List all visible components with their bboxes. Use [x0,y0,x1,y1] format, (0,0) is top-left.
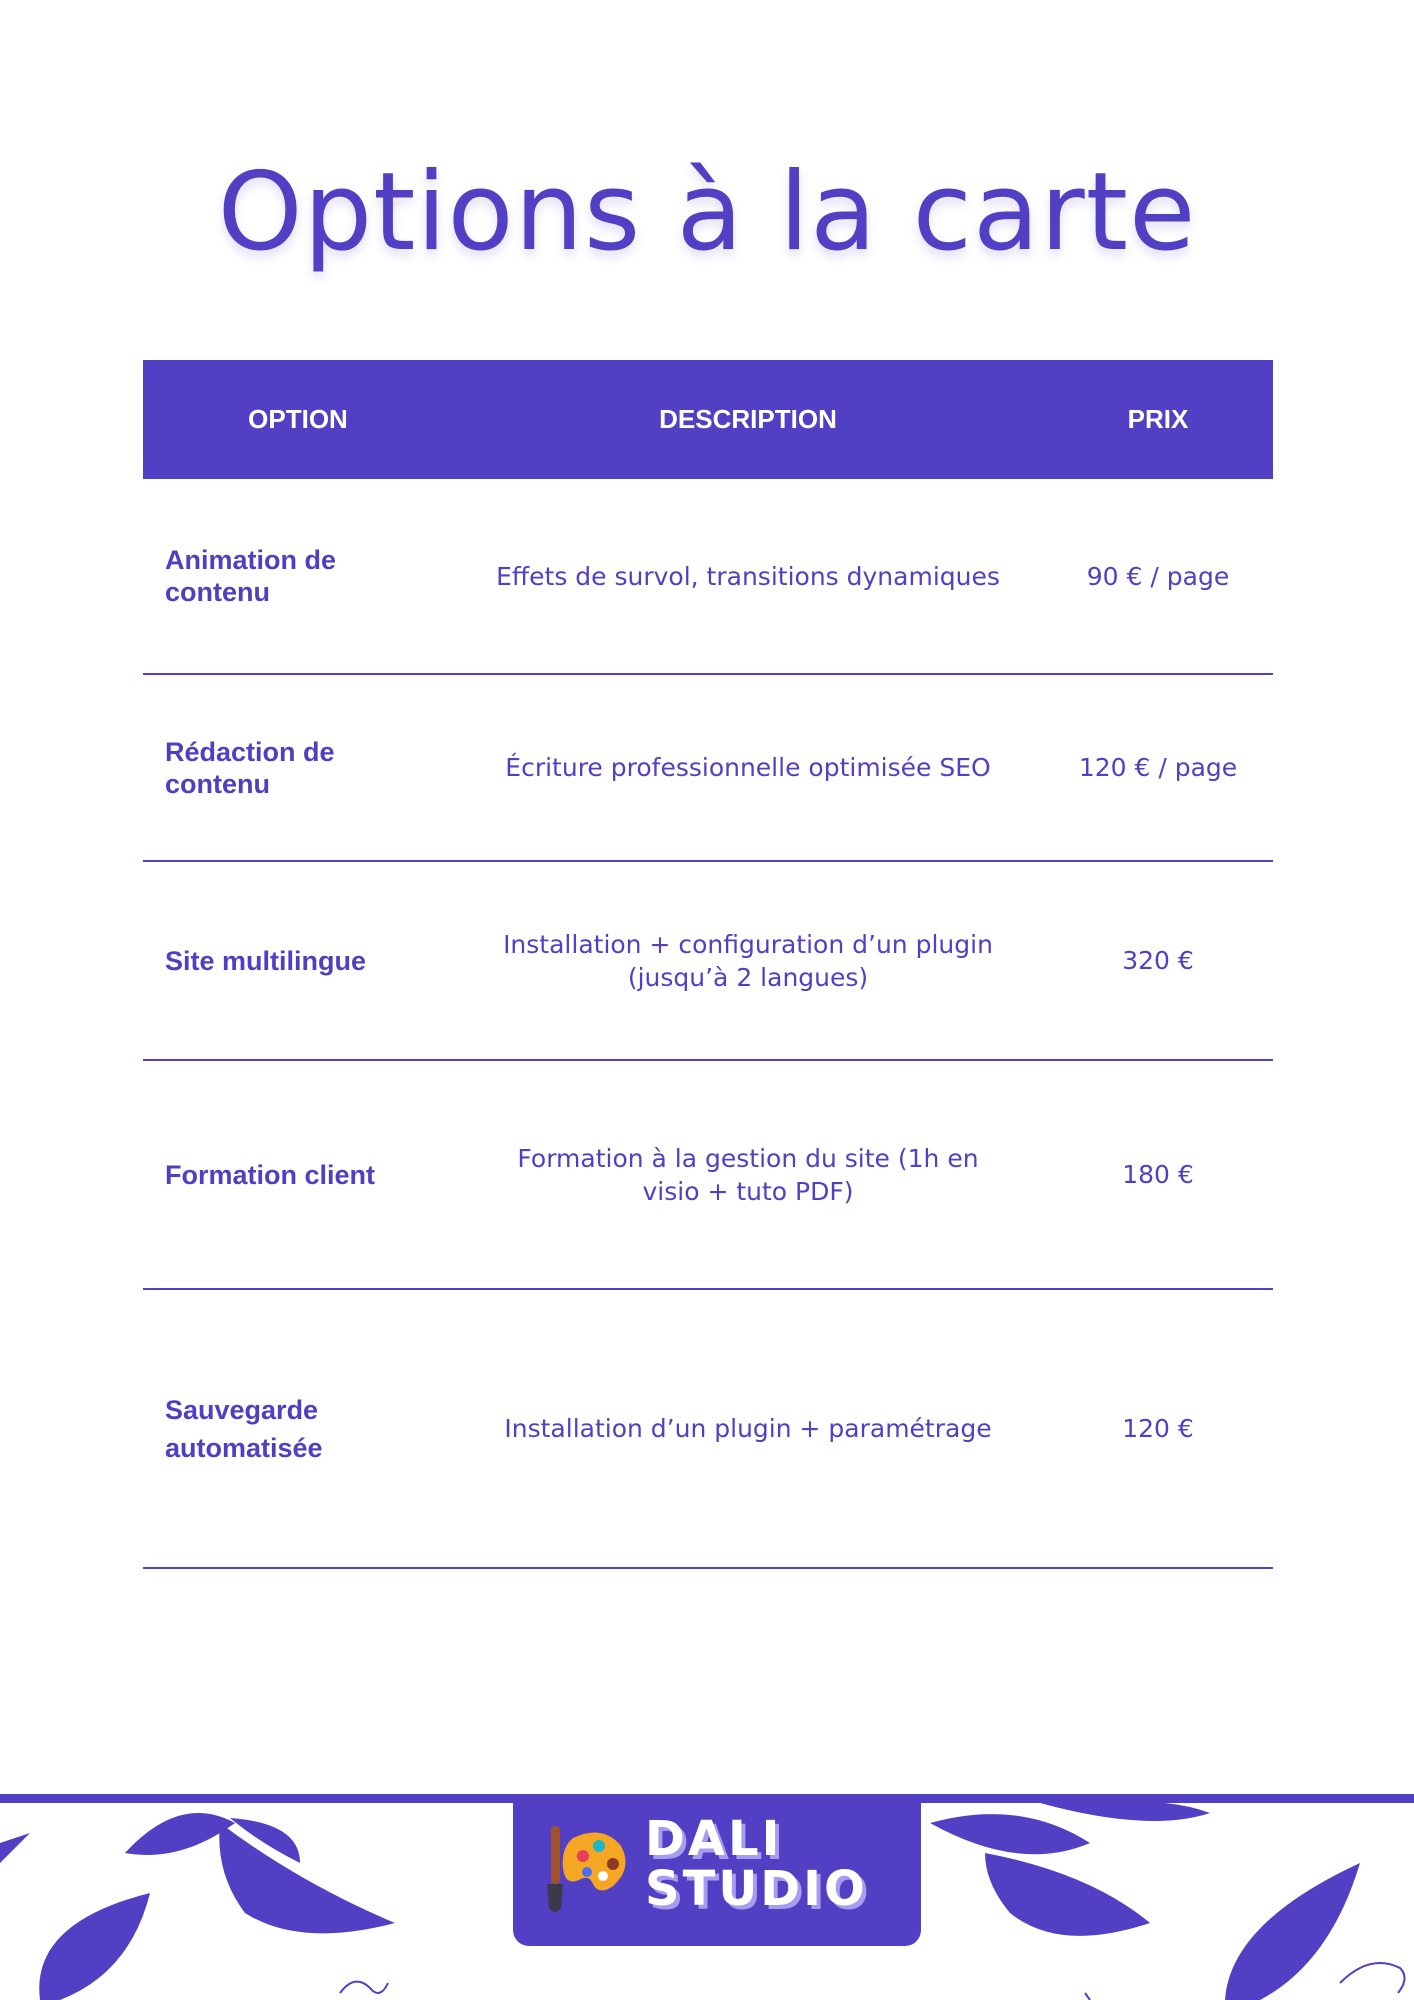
row-description: Installation + configuration d’un plugin (jusqu’à 2 langues) [503,929,993,992]
row-option: Animation de contenu [165,545,337,607]
logo-line-2: STUDIO [645,1861,868,1917]
leaf-icon [1225,1863,1360,2000]
row-price: 90 € / page [1086,561,1230,591]
brand-logo [513,1794,921,1946]
logo-text [645,1811,868,1917]
row-description: Écriture professionnelle optimisée SEO [505,753,991,782]
row-price: 180 € [1122,1160,1194,1189]
row-price: 120 € / page [1078,753,1238,782]
row-option: Sauvegarde automatisée [165,1394,323,1463]
header-price: PRIX [1127,404,1189,434]
options-table [143,360,1273,1569]
leaf-icon [985,1853,1150,1936]
row-option: Rédaction de contenu [165,736,335,799]
header-description: DESCRIPTION [659,404,837,434]
table-row [143,1290,1273,1569]
leaf-icon [219,1823,395,1933]
row-description: Installation d’un plugin + paramétrage [504,1414,992,1443]
row-description: Effets de survol, transitions dynamiques [496,561,1000,591]
table-row [143,675,1273,862]
page-title: Options à la carte [217,150,1197,275]
table-row [143,1061,1273,1290]
table-row [143,479,1273,675]
row-price: 120 € [1122,1414,1194,1443]
leaf-icon [39,1893,150,2000]
leaf-icon [0,1833,30,1863]
row-option: Formation client [165,1159,376,1190]
leaf-icon [1040,1803,1210,1821]
leaf-icon [125,1813,235,1855]
table-row [143,862,1273,1061]
header-option: OPTION [248,404,348,434]
row-description: Formation à la gestion du site (1h en visio + tuto PDF) [517,1143,979,1206]
logo-line-1: DALI [645,1811,783,1867]
table-header [143,360,1273,479]
row-option: Site multilingue [165,945,367,976]
palette-icon [543,1816,627,1920]
leaf-icon [930,1814,1090,1854]
row-price: 320 € [1122,946,1194,975]
